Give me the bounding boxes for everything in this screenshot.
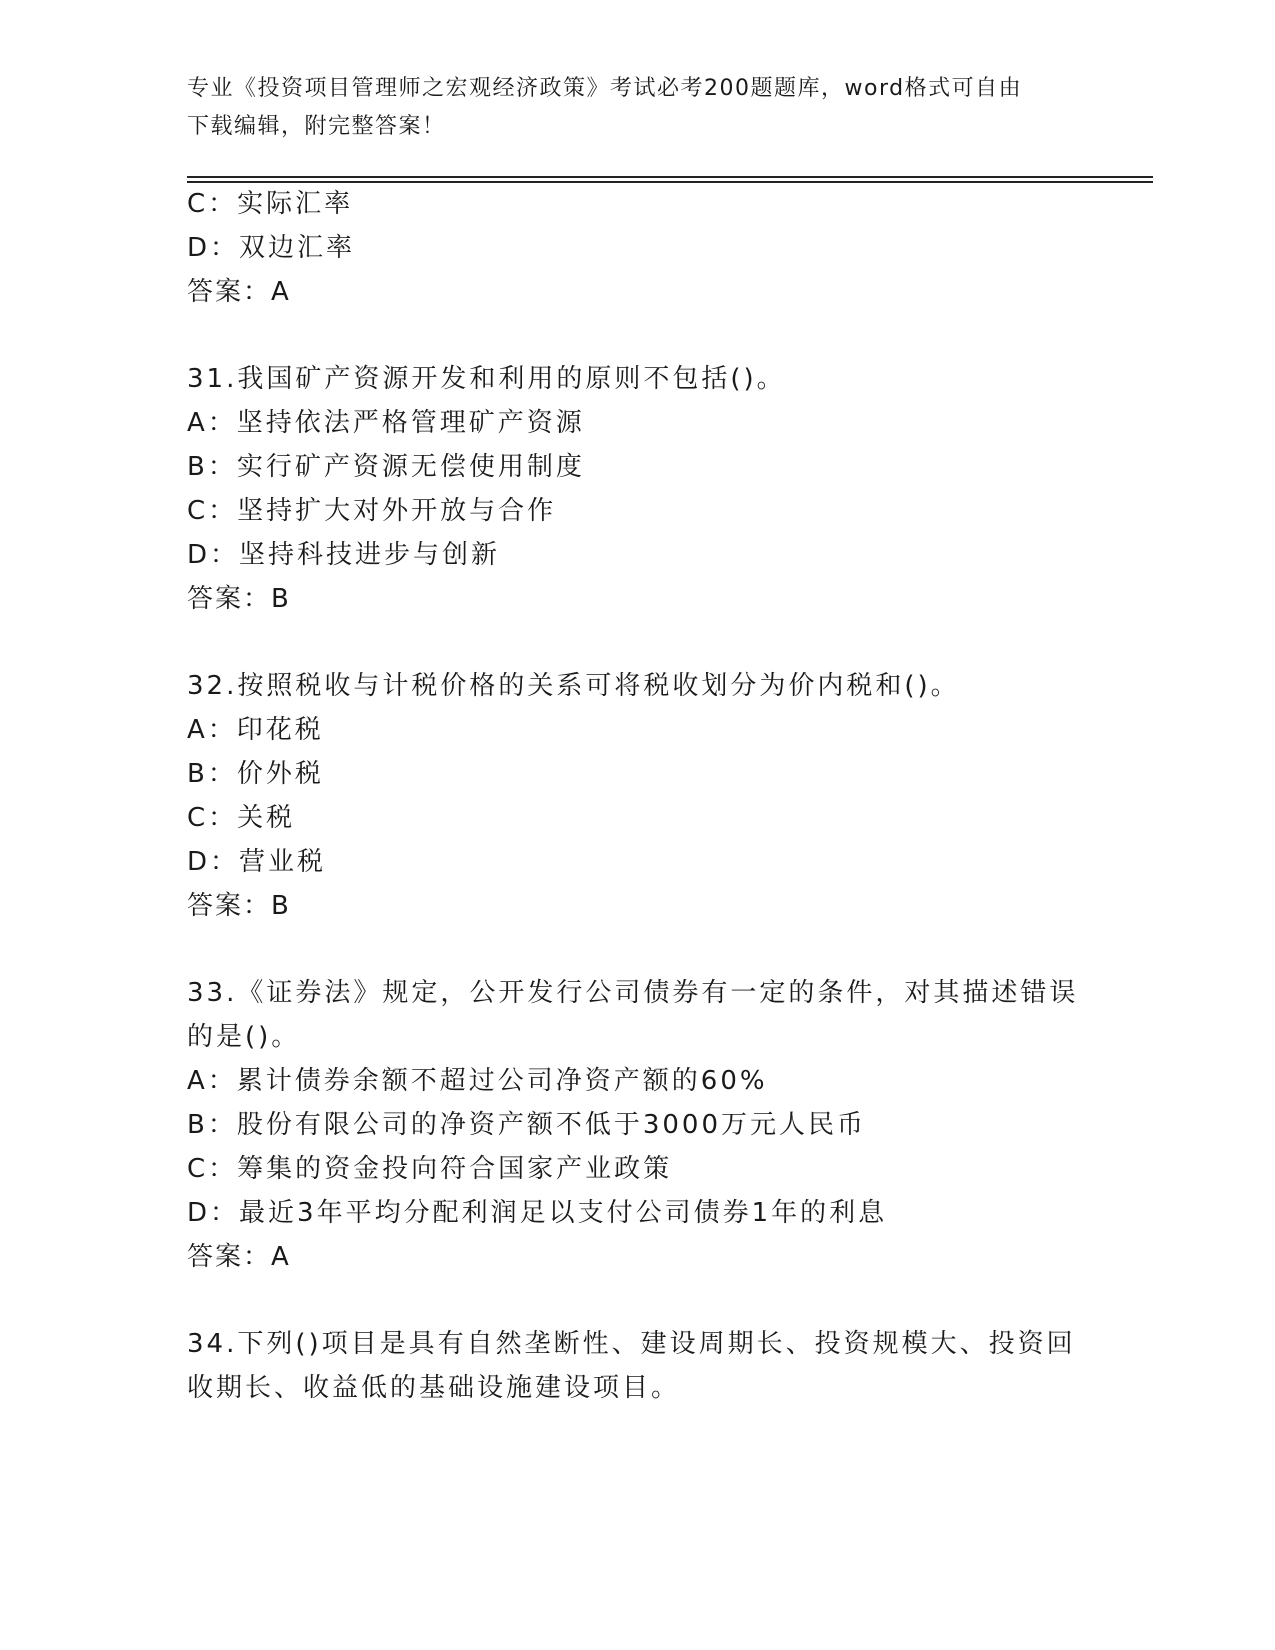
question-32-answer: 答案：B [187,891,291,921]
question-32-option-d: D：营业税 [187,847,327,877]
prev-option-c: C：实际汇率 [187,189,354,219]
question-34-stem-line-2: 收期长、收益低的基础设施建设项目。 [187,1373,681,1403]
question-31-option-a: A：坚持依法严格管理矿产资源 [187,408,585,438]
question-33-answer: 答案：A [187,1242,291,1272]
header-divider-bottom [187,181,1153,183]
question-33-option-c: C：筹集的资金投向符合国家产业政策 [187,1154,673,1184]
question-31-option-b: B：实行矿产资源无偿使用制度 [187,452,585,482]
question-32-stem: 32.按照税收与计税价格的关系可将税收划分为价内税和()。 [187,671,960,701]
question-32-option-b: B：价外税 [187,759,324,789]
question-31-option-d: D：坚持科技进步与创新 [187,540,501,570]
question-33-option-a: A：累计债券余额不超过公司净资产额的60% [187,1066,768,1096]
header-line-1: 专业《投资项目管理师之宏观经济政策》考试必考200题题库，word格式可自由 [187,76,1023,101]
prev-answer: 答案：A [187,277,291,307]
question-33-stem-line-2: 的是()。 [187,1022,301,1052]
question-32-option-c: C：关税 [187,803,296,833]
question-33-option-d: D：最近3年平均分配利润足以支付公司债券1年的利息 [187,1198,888,1228]
header-divider-top [187,176,1153,178]
question-32-option-a: A：印花税 [187,715,324,745]
prev-option-d: D：双边汇率 [187,233,356,263]
question-31-option-c: C：坚持扩大对外开放与合作 [187,496,557,526]
header-line-2: 下载编辑，附完整答案！ [187,114,446,139]
question-34-stem-line-1: 34.下列()项目是具有自然垄断性、建设周期长、投资规模大、投资回 [187,1329,1076,1359]
question-31-stem: 31.我国矿产资源开发和利用的原则不包括()。 [187,364,786,394]
document-header [187,70,1087,146]
question-33-stem-line-1: 33.《证券法》规定，公开发行公司债券有一定的条件，对其描述错误 [187,978,1079,1008]
question-33-option-b: B：股份有限公司的净资产额不低于3000万元人民币 [187,1110,867,1140]
question-31-answer: 答案：B [187,584,291,614]
